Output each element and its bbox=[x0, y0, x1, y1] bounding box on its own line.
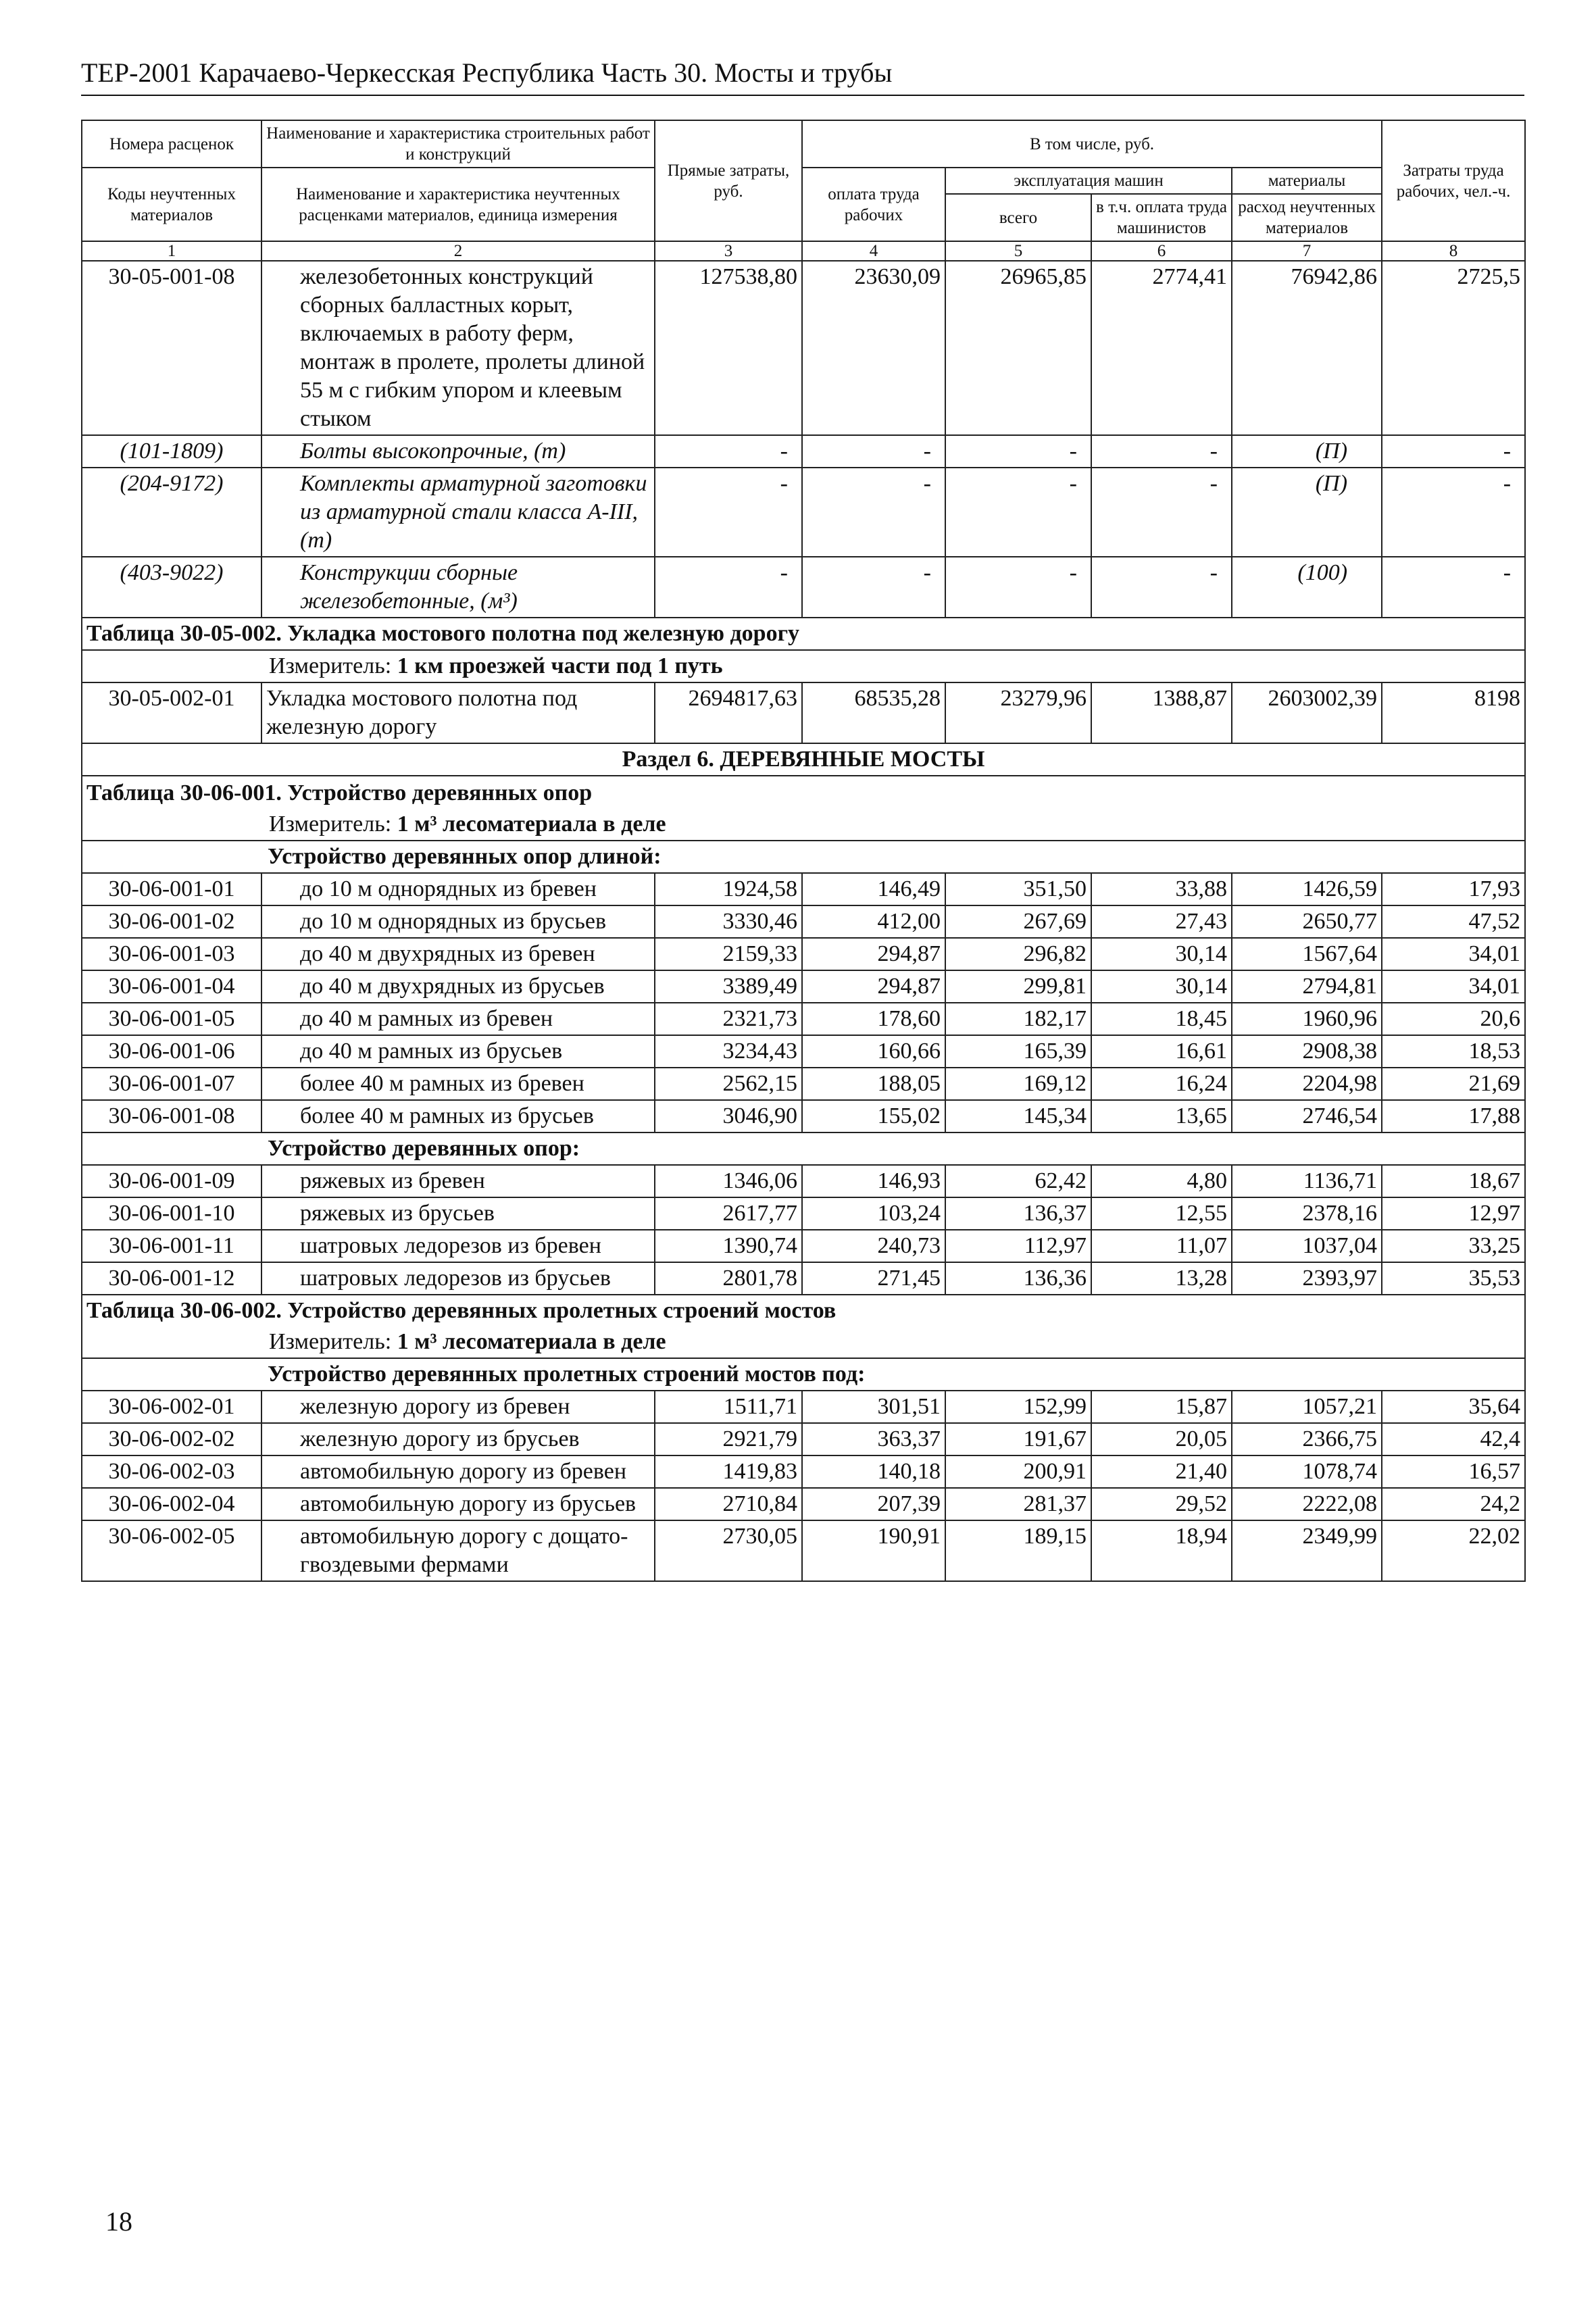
direct-costs: 1511,71 bbox=[655, 1391, 802, 1423]
subheading-row bbox=[82, 1132, 1525, 1165]
table-row bbox=[82, 1165, 1525, 1197]
table-row bbox=[82, 1230, 1525, 1262]
worker-wages: - bbox=[802, 557, 945, 618]
unit-of-measure bbox=[82, 1326, 1525, 1358]
rate-code: 30-06-001-01 bbox=[82, 873, 261, 905]
materials-cost: 2650,77 bbox=[1232, 905, 1382, 938]
labor-hours: - bbox=[1382, 557, 1525, 618]
rate-name: автомобильную дорогу из брусьев bbox=[261, 1488, 655, 1520]
rate-code: 30-06-002-04 bbox=[82, 1488, 261, 1520]
labor-hours: 12,97 bbox=[1382, 1197, 1525, 1230]
direct-costs: 1346,06 bbox=[655, 1165, 802, 1197]
rate-code: 30-06-001-05 bbox=[82, 1003, 261, 1035]
direct-costs: 2801,78 bbox=[655, 1262, 802, 1295]
table-row bbox=[82, 1197, 1525, 1230]
operator-wages: 2774,41 bbox=[1091, 261, 1232, 435]
subheading-row bbox=[82, 1358, 1525, 1391]
worker-wages: 294,87 bbox=[802, 970, 945, 1003]
rate-code: 30-06-001-10 bbox=[82, 1197, 261, 1230]
worker-wages: 68535,28 bbox=[802, 682, 945, 743]
operator-wages: 11,07 bbox=[1091, 1230, 1232, 1262]
table-row bbox=[82, 1262, 1525, 1295]
worker-wages: 363,37 bbox=[802, 1423, 945, 1455]
material-row bbox=[82, 557, 1525, 618]
machines-total: 299,81 bbox=[945, 970, 1091, 1003]
operator-wages: 1388,87 bbox=[1091, 682, 1232, 743]
rate-code: 30-06-001-12 bbox=[82, 1262, 261, 1295]
table-row bbox=[82, 682, 1525, 743]
operator-wages: - bbox=[1091, 435, 1232, 468]
col2-bottom-header: Наименование и характеристика неучтенных расценками материалов, единица измерения bbox=[261, 168, 655, 241]
material-consumption: (П) bbox=[1232, 468, 1382, 557]
machines-total: 281,37 bbox=[945, 1488, 1091, 1520]
rate-name: железную дорогу из бревен bbox=[261, 1391, 655, 1423]
materials-cost: 2204,98 bbox=[1232, 1068, 1382, 1100]
worker-wages: 146,49 bbox=[802, 873, 945, 905]
worker-wages: 140,18 bbox=[802, 1455, 945, 1488]
operator-wages: 13,28 bbox=[1091, 1262, 1232, 1295]
rate-code: 30-06-002-05 bbox=[82, 1520, 261, 1581]
table-title: Таблица 30-06-002. Устройство деревянных пролетных строений мостов bbox=[82, 1295, 1525, 1326]
labor-hours: - bbox=[1382, 435, 1525, 468]
rate-name: до 10 м однорядных из брусьев bbox=[261, 905, 655, 938]
rate-name: железную дорогу из брусьев bbox=[261, 1423, 655, 1455]
materials-cost: 2222,08 bbox=[1232, 1488, 1382, 1520]
labor-hours: 18,67 bbox=[1382, 1165, 1525, 1197]
direct-costs: 3330,46 bbox=[655, 905, 802, 938]
labor-hours: 16,57 bbox=[1382, 1455, 1525, 1488]
labor-hours: 21,69 bbox=[1382, 1068, 1525, 1100]
operator-wages: 27,43 bbox=[1091, 905, 1232, 938]
materials-cost: 2349,99 bbox=[1232, 1520, 1382, 1581]
rate-name: до 40 м двухрядных из брусьев bbox=[261, 970, 655, 1003]
unit-row bbox=[82, 650, 1525, 682]
direct-costs: 2617,77 bbox=[655, 1197, 802, 1230]
rate-name: шатровых ледорезов из брусьев bbox=[261, 1262, 655, 1295]
machines-total: 191,67 bbox=[945, 1423, 1091, 1455]
direct-costs: 2710,84 bbox=[655, 1488, 802, 1520]
labor-hours: 47,52 bbox=[1382, 905, 1525, 938]
machines-total: 145,34 bbox=[945, 1100, 1091, 1132]
labor-hours: 20,6 bbox=[1382, 1003, 1525, 1035]
worker-wages: 160,66 bbox=[802, 1035, 945, 1068]
material-consumption: (100) bbox=[1232, 557, 1382, 618]
worker-wages: 301,51 bbox=[802, 1391, 945, 1423]
operator-wages: 16,61 bbox=[1091, 1035, 1232, 1068]
labor-hours: 35,53 bbox=[1382, 1262, 1525, 1295]
table-row bbox=[82, 938, 1525, 970]
labor-hours: - bbox=[1382, 468, 1525, 557]
column-header-row-2 bbox=[82, 168, 1525, 194]
column-number-row bbox=[82, 241, 1525, 261]
col1-top-header: Номера расценок bbox=[82, 120, 261, 168]
materials-cost: 1960,96 bbox=[1232, 1003, 1382, 1035]
table-row bbox=[82, 970, 1525, 1003]
direct-costs: 2321,73 bbox=[655, 1003, 802, 1035]
unit-value: 1 м³ лесоматериала в деле bbox=[397, 1329, 666, 1354]
section-title-row bbox=[82, 743, 1525, 776]
header-rule bbox=[81, 95, 1524, 96]
worker-wages: 188,05 bbox=[802, 1068, 945, 1100]
rate-name: до 40 м двухрядных из бревен bbox=[261, 938, 655, 970]
page-header-title: ТЕР-2001 Карачаево-Черкесская Республика Часть 30. Мосты и трубы bbox=[81, 57, 893, 88]
unit-value: 1 км проезжей части под 1 путь bbox=[397, 653, 723, 678]
direct-costs: 2562,15 bbox=[655, 1068, 802, 1100]
material-row bbox=[82, 468, 1525, 557]
col5-header: всего bbox=[945, 194, 1091, 241]
worker-wages: 23630,09 bbox=[802, 261, 945, 435]
worker-wages: 178,60 bbox=[802, 1003, 945, 1035]
materials-cost: 2366,75 bbox=[1232, 1423, 1382, 1455]
rate-code: 30-06-001-09 bbox=[82, 1165, 261, 1197]
machines-total: 165,39 bbox=[945, 1035, 1091, 1068]
worker-wages: 412,00 bbox=[802, 905, 945, 938]
labor-hours: 33,25 bbox=[1382, 1230, 1525, 1262]
materials-cost: 1078,74 bbox=[1232, 1455, 1382, 1488]
rate-name: железобетонных конструкций сборных балластных корыт, включаемых в работу ферм, монтаж в пролете, пролеты длиной 55 м с гибким упором и клеевым стыком bbox=[261, 261, 655, 435]
column-number: 3 bbox=[655, 241, 802, 261]
rate-code: 30-06-001-02 bbox=[82, 905, 261, 938]
unit-label: Измеритель: bbox=[269, 1329, 392, 1354]
column-number: 1 bbox=[82, 241, 261, 261]
col2-top-header: Наименование и характеристика строительных работ и конструкций bbox=[261, 120, 655, 168]
direct-costs: 1924,58 bbox=[655, 873, 802, 905]
table-row bbox=[82, 905, 1525, 938]
rate-name: более 40 м рамных из брусьев bbox=[261, 1100, 655, 1132]
materials-cost: 1136,71 bbox=[1232, 1165, 1382, 1197]
rate-code: 30-06-001-07 bbox=[82, 1068, 261, 1100]
table-title-row bbox=[82, 618, 1525, 650]
table-title-row bbox=[82, 776, 1525, 809]
materials-cost: 1037,04 bbox=[1232, 1230, 1382, 1262]
labor-hours: 2725,5 bbox=[1382, 261, 1525, 435]
labor-hours: 34,01 bbox=[1382, 938, 1525, 970]
materials-cost: 1426,59 bbox=[1232, 873, 1382, 905]
table-row bbox=[82, 1488, 1525, 1520]
table-row bbox=[82, 1003, 1525, 1035]
unit-of-measure bbox=[82, 650, 1525, 682]
labor-hours: 34,01 bbox=[1382, 970, 1525, 1003]
rate-name: автомобильную дорогу с дощато-гвоздевыми фермами bbox=[261, 1520, 655, 1581]
worker-wages: 271,45 bbox=[802, 1262, 945, 1295]
machines-total: 351,50 bbox=[945, 873, 1091, 905]
column-number: 8 bbox=[1382, 241, 1525, 261]
subheading: Устройство деревянных опор длиной: bbox=[82, 841, 1525, 873]
labor-hours: 8198 bbox=[1382, 682, 1525, 743]
rate-name: более 40 м рамных из бревен bbox=[261, 1068, 655, 1100]
column-number: 2 bbox=[261, 241, 655, 261]
subheading-row bbox=[82, 841, 1525, 873]
operator-wages: 18,45 bbox=[1091, 1003, 1232, 1035]
machines-total: - bbox=[945, 557, 1091, 618]
direct-costs: - bbox=[655, 435, 802, 468]
machines-total: 62,42 bbox=[945, 1165, 1091, 1197]
machines-total: 112,97 bbox=[945, 1230, 1091, 1262]
rate-code: 30-06-001-08 bbox=[82, 1100, 261, 1132]
machines-total: - bbox=[945, 468, 1091, 557]
direct-costs: 3046,90 bbox=[655, 1100, 802, 1132]
machines-total: 152,99 bbox=[945, 1391, 1091, 1423]
material-code: (403-9022) bbox=[82, 557, 261, 618]
worker-wages: 190,91 bbox=[802, 1520, 945, 1581]
labor-hours: 24,2 bbox=[1382, 1488, 1525, 1520]
worker-wages: - bbox=[802, 435, 945, 468]
direct-costs: 3389,49 bbox=[655, 970, 802, 1003]
machines-total: 182,17 bbox=[945, 1003, 1091, 1035]
page-number: 18 bbox=[105, 2206, 132, 2237]
table-title: Таблица 30-06-001. Устройство деревянных опор bbox=[82, 776, 1525, 809]
operator-wages: 18,94 bbox=[1091, 1520, 1232, 1581]
material-name: Комплекты арматурной заготовки из арматурной стали класса А-III, (т) bbox=[261, 468, 655, 557]
rate-code: 30-06-002-03 bbox=[82, 1455, 261, 1488]
rate-name: Укладка мостового полотна под железную дорогу bbox=[261, 682, 655, 743]
worker-wages: 103,24 bbox=[802, 1197, 945, 1230]
operator-wages: 33,88 bbox=[1091, 873, 1232, 905]
operator-wages: 30,14 bbox=[1091, 938, 1232, 970]
operator-wages: - bbox=[1091, 468, 1232, 557]
direct-costs: 3234,43 bbox=[655, 1035, 802, 1068]
table-row bbox=[82, 1068, 1525, 1100]
column-header-row-1 bbox=[82, 120, 1525, 168]
operator-wages: 15,87 bbox=[1091, 1391, 1232, 1423]
group-header: В том числе, руб. bbox=[802, 120, 1382, 168]
table-row bbox=[82, 1423, 1525, 1455]
worker-wages: 155,02 bbox=[802, 1100, 945, 1132]
materials-cost: 2603002,39 bbox=[1232, 682, 1382, 743]
unit-value: 1 м³ лесоматериала в деле bbox=[397, 812, 666, 837]
table-row bbox=[82, 873, 1525, 905]
rate-code: 30-05-001-08 bbox=[82, 261, 261, 435]
machines-total: 169,12 bbox=[945, 1068, 1091, 1100]
operator-wages: 29,52 bbox=[1091, 1488, 1232, 1520]
labor-hours: 35,64 bbox=[1382, 1391, 1525, 1423]
materials-cost: 76942,86 bbox=[1232, 261, 1382, 435]
materials-header: материалы bbox=[1232, 168, 1382, 194]
table-row bbox=[82, 1100, 1525, 1132]
col8-header: Затраты труда рабочих, чел.-ч. bbox=[1382, 120, 1525, 241]
operator-wages: 4,80 bbox=[1091, 1165, 1232, 1197]
worker-wages: 294,87 bbox=[802, 938, 945, 970]
material-name: Конструкции сборные железобетонные, (м³) bbox=[261, 557, 655, 618]
worker-wages: - bbox=[802, 468, 945, 557]
unit-row bbox=[82, 1326, 1525, 1358]
table-row bbox=[82, 1391, 1525, 1423]
rate-code: 30-06-001-11 bbox=[82, 1230, 261, 1262]
col4-header: оплата труда рабочих bbox=[802, 168, 945, 241]
rate-name: автомобильную дорогу из бревен bbox=[261, 1455, 655, 1488]
table-row bbox=[82, 1455, 1525, 1488]
unit-label: Измеритель: bbox=[269, 812, 392, 837]
subheading: Устройство деревянных пролетных строений мостов под: bbox=[82, 1358, 1525, 1391]
column-number: 6 bbox=[1091, 241, 1232, 261]
col3-header: Прямые затраты, руб. bbox=[655, 120, 802, 241]
materials-cost: 2378,16 bbox=[1232, 1197, 1382, 1230]
col1-bottom-header: Коды неучтенных материалов bbox=[82, 168, 261, 241]
direct-costs: 2921,79 bbox=[655, 1423, 802, 1455]
material-row bbox=[82, 435, 1525, 468]
rate-name: до 40 м рамных из бревен bbox=[261, 1003, 655, 1035]
labor-hours: 17,88 bbox=[1382, 1100, 1525, 1132]
unit-label: Измеритель: bbox=[269, 653, 392, 678]
labor-hours: 18,53 bbox=[1382, 1035, 1525, 1068]
rate-code: 30-05-002-01 bbox=[82, 682, 261, 743]
rate-code: 30-06-001-03 bbox=[82, 938, 261, 970]
direct-costs: 2694817,63 bbox=[655, 682, 802, 743]
column-number: 7 bbox=[1232, 241, 1382, 261]
unit-row bbox=[82, 809, 1525, 841]
materials-cost: 2794,81 bbox=[1232, 970, 1382, 1003]
materials-cost: 2746,54 bbox=[1232, 1100, 1382, 1132]
machines-header: эксплуатация машин bbox=[945, 168, 1232, 194]
operator-wages: - bbox=[1091, 557, 1232, 618]
table-row bbox=[82, 1520, 1525, 1581]
direct-costs: - bbox=[655, 468, 802, 557]
machines-total: 267,69 bbox=[945, 905, 1091, 938]
subheading: Устройство деревянных опор: bbox=[82, 1132, 1525, 1165]
operator-wages: 20,05 bbox=[1091, 1423, 1232, 1455]
worker-wages: 146,93 bbox=[802, 1165, 945, 1197]
operator-wages: 30,14 bbox=[1091, 970, 1232, 1003]
direct-costs: 127538,80 bbox=[655, 261, 802, 435]
material-code: (101-1809) bbox=[82, 435, 261, 468]
operator-wages: 13,65 bbox=[1091, 1100, 1232, 1132]
labor-hours: 17,93 bbox=[1382, 873, 1525, 905]
table-title-row bbox=[82, 1295, 1525, 1326]
material-consumption: (П) bbox=[1232, 435, 1382, 468]
rate-code: 30-06-001-06 bbox=[82, 1035, 261, 1068]
col6-header: в т.ч. оплата труда машинистов bbox=[1091, 194, 1232, 241]
rate-code: 30-06-002-01 bbox=[82, 1391, 261, 1423]
worker-wages: 240,73 bbox=[802, 1230, 945, 1262]
direct-costs: 1419,83 bbox=[655, 1455, 802, 1488]
unit-of-measure bbox=[82, 809, 1525, 841]
machines-total: 136,37 bbox=[945, 1197, 1091, 1230]
direct-costs: 2730,05 bbox=[655, 1520, 802, 1581]
table-row bbox=[82, 261, 1525, 435]
operator-wages: 16,24 bbox=[1091, 1068, 1232, 1100]
machines-total: 26965,85 bbox=[945, 261, 1091, 435]
direct-costs: - bbox=[655, 557, 802, 618]
labor-hours: 42,4 bbox=[1382, 1423, 1525, 1455]
machines-total: 136,36 bbox=[945, 1262, 1091, 1295]
materials-cost: 1057,21 bbox=[1232, 1391, 1382, 1423]
materials-cost: 1567,64 bbox=[1232, 938, 1382, 970]
rate-name: ряжевых из брусьев bbox=[261, 1197, 655, 1230]
column-number: 5 bbox=[945, 241, 1091, 261]
rate-name: до 10 м однорядных из бревен bbox=[261, 873, 655, 905]
column-number: 4 bbox=[802, 241, 945, 261]
section-title: Раздел 6. ДЕРЕВЯННЫЕ МОСТЫ bbox=[82, 743, 1525, 776]
machines-total: 296,82 bbox=[945, 938, 1091, 970]
rate-name: ряжевых из бревен bbox=[261, 1165, 655, 1197]
table-row bbox=[82, 1035, 1525, 1068]
rate-name: до 40 м рамных из брусьев bbox=[261, 1035, 655, 1068]
col7-header: расход неучтенных материалов bbox=[1232, 194, 1382, 241]
direct-costs: 2159,33 bbox=[655, 938, 802, 970]
material-code: (204-9172) bbox=[82, 468, 261, 557]
machines-total: 200,91 bbox=[945, 1455, 1091, 1488]
operator-wages: 12,55 bbox=[1091, 1197, 1232, 1230]
machines-total: 189,15 bbox=[945, 1520, 1091, 1581]
operator-wages: 21,40 bbox=[1091, 1455, 1232, 1488]
material-name: Болты высокопрочные, (т) bbox=[261, 435, 655, 468]
table-title: Таблица 30-05-002. Укладка мостового полотна под железную дорогу bbox=[82, 618, 1525, 650]
machines-total: - bbox=[945, 435, 1091, 468]
direct-costs: 1390,74 bbox=[655, 1230, 802, 1262]
machines-total: 23279,96 bbox=[945, 682, 1091, 743]
worker-wages: 207,39 bbox=[802, 1488, 945, 1520]
rate-name: шатровых ледорезов из бревен bbox=[261, 1230, 655, 1262]
labor-hours: 22,02 bbox=[1382, 1520, 1525, 1581]
materials-cost: 2908,38 bbox=[1232, 1035, 1382, 1068]
rate-code: 30-06-002-02 bbox=[82, 1423, 261, 1455]
materials-cost: 2393,97 bbox=[1232, 1262, 1382, 1295]
rates-table bbox=[81, 120, 1526, 1582]
rate-code: 30-06-001-04 bbox=[82, 970, 261, 1003]
